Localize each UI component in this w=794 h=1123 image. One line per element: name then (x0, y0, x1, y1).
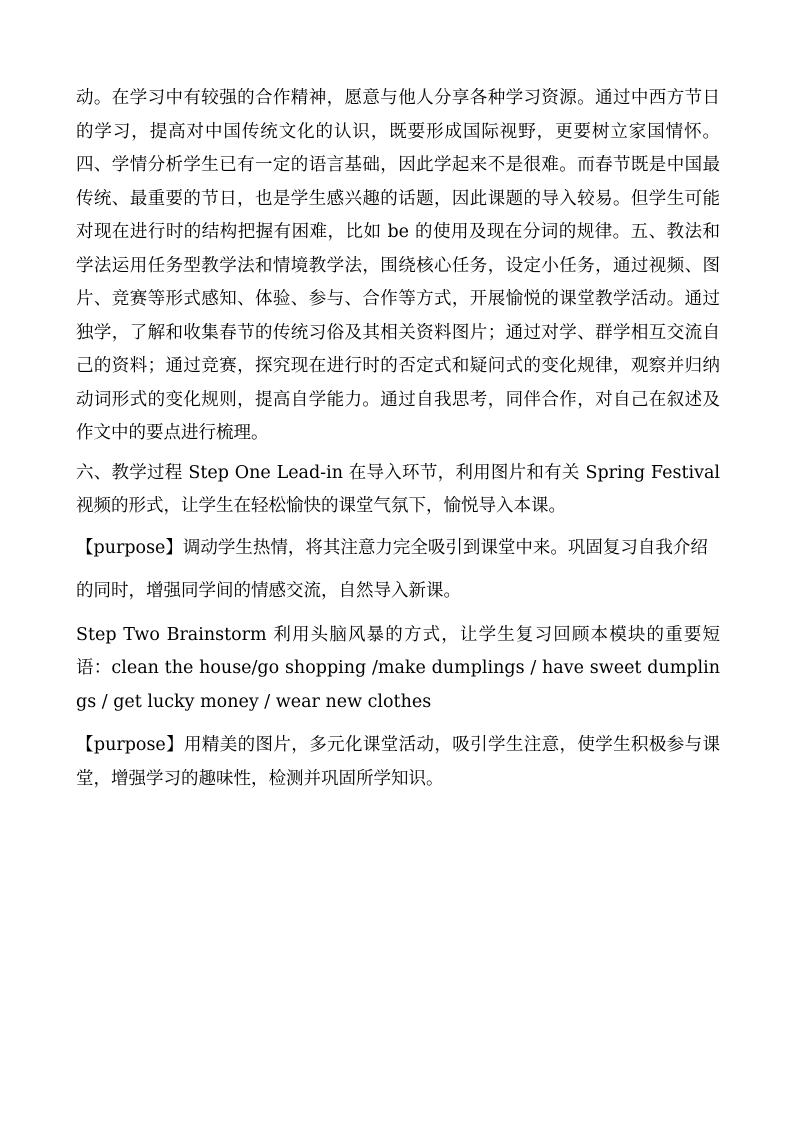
paragraph-purpose-brainstorm: 【purpose】用精美的图片，多元化课堂活动，吸引学生注意，使学生积极参与课堂，增强学习的趣味性，检测并巩固所学知识。 (76, 735, 720, 789)
paragraph-brainstorm: Step Two Brainstorm 利用头脑风暴的方式，让学生复习回顾本模块的重要短语：clean the house/go shopping /make dumplings / have sweet dumplings / get lucky money / wear new clothes (76, 624, 720, 712)
paragraph-lead-in: 六、教学过程 Step One Lead-in 在导入环节，利用图片和有关 Spring Festival 视频的形式，让学生在轻松愉快的课堂气氛下，愉悦导入本课。 (76, 462, 720, 516)
paragraph-purpose-lead-in: 【purpose】调动学生热情，将其注意力完全吸引到课堂中来。巩固复习自我介绍 (76, 537, 708, 558)
paragraph-purpose-lead-in-continued: 的同时，增强同学间的情感交流，自然导入新课。 (76, 581, 461, 601)
document-page (76, 82, 720, 796)
paragraph-teaching-methods: 动。在学习中有较强的合作精神，愿意与他人分享各种学习资源。通过中西方节日的学习，提高对中国传统文化的认识，既要形成国际视野，更要树立家国情怀。四、学情分析学生已有一定的语言基础，因此学起来不是很难。而春节既是中国最传统、最重要的节日，也是学生感兴趣的话题，因此课题的导入较易。但学生可能对现在进行时的结构把握有困难，比如 be 的使用及现在分词的规律。五、教法和学法运用任务型教学法和情境教学法，围绕核心任务，设定小任务，通过视频、图片、竞赛等形式感知、体验、参与、合作等方式，开展愉悦的课堂教学活动。通过独学，了解和收集春节的传统习俗及其相关资料图片；通过对学、群学相互交流自己的资料；通过竞赛，探究现在进行时的否定式和疑问式的变化规律，观察并归纳动词形式的变化规则，提高自学能力。通过自我思考，同伴合作，对自己在叙述及作文中的要点进行梳理。 (76, 88, 720, 443)
